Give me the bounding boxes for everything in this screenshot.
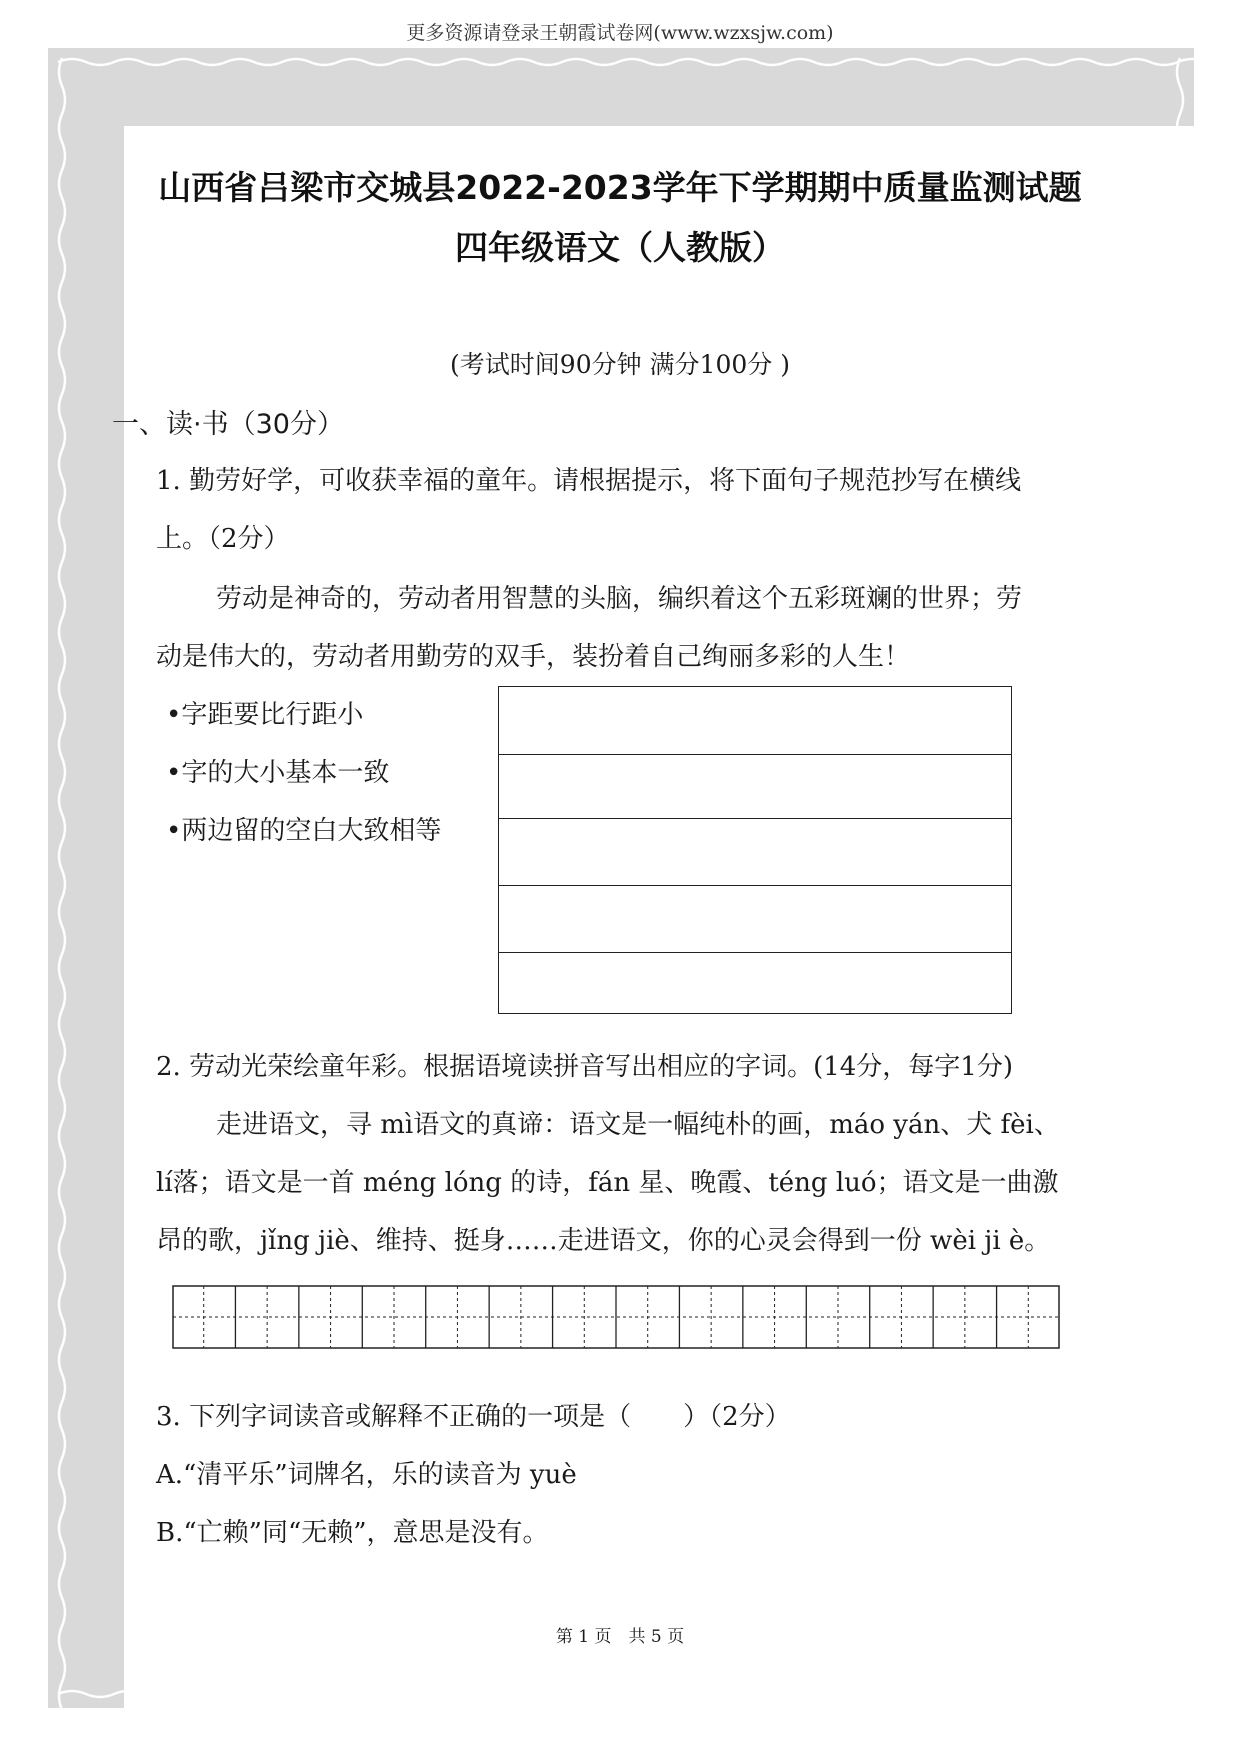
writing-line xyxy=(499,754,1011,755)
q3-stem: 3. 下列字词读音或解释不正确的一项是（ ）（2分） xyxy=(156,1402,791,1432)
section-heading: 一、读·书（30分） xyxy=(112,409,344,440)
writing-line xyxy=(499,952,1011,953)
q2-passage-line2: lí落；语文是一首 méng lóng 的诗，fán 星、晚霞、téng luó；语文是一曲激 xyxy=(156,1168,1059,1198)
writing-line xyxy=(499,885,1011,886)
q3-option-b[interactable]: B.“亡赖”同“无赖”，意思是没有。 xyxy=(156,1518,549,1548)
q1-stem-line1: 1. 勤劳好学，可收获幸福的童年。请根据提示，将下面句子规范抄写在横线 xyxy=(156,466,1022,496)
q1-tip: •字距要比行距小 xyxy=(166,700,364,730)
copy-writing-box[interactable] xyxy=(498,686,1012,1014)
q3-option-a[interactable]: A.“清平乐”词牌名，乐的读音为 yuè xyxy=(156,1460,577,1490)
q1-passage-line1: 劳动是神奇的，劳动者用智慧的头脑，编织着这个五彩斑斓的世界；劳 xyxy=(216,584,1023,614)
page-footer: 第 1 页 共 5 页 xyxy=(555,1627,685,1647)
q2-passage-line3: 昂的歌，jǐng jiè、维持、挺身……走进语文，你的心灵会得到一份 wèi ji è。 xyxy=(156,1226,1051,1256)
exam-title-line2: 四年级语文（人教版） xyxy=(455,228,785,267)
exam-info: (考试时间90分钟 满分100分 ) xyxy=(450,350,790,379)
q2-stem: 2. 劳动光荣绘童年彩。根据语境读拼音写出相应的字词。(14分，每字1分) xyxy=(156,1052,1013,1082)
header-note: 更多资源请登录王朝霞试卷网(www.wzxsjw.com) xyxy=(406,22,834,44)
q2-passage-line1: 走进语文，寻 mì语文的真谛：语文是一幅纯朴的画，máo yán、犬 fèi、 xyxy=(216,1110,1060,1140)
q1-tip: •字的大小基本一致 xyxy=(166,758,390,788)
q1-stem-line2: 上。（2分） xyxy=(156,524,290,554)
writing-line xyxy=(499,818,1011,819)
character-grid[interactable] xyxy=(172,1285,1060,1349)
q1-tip: •两边留的空白大致相等 xyxy=(166,816,442,846)
exam-title-line1: 山西省吕梁市交城县2022-2023学年下学期期中质量监测试题 xyxy=(158,168,1082,207)
q1-passage-line2: 动是伟大的，劳动者用勤劳的双手，装扮着自己绚丽多彩的人生！ xyxy=(156,642,911,672)
